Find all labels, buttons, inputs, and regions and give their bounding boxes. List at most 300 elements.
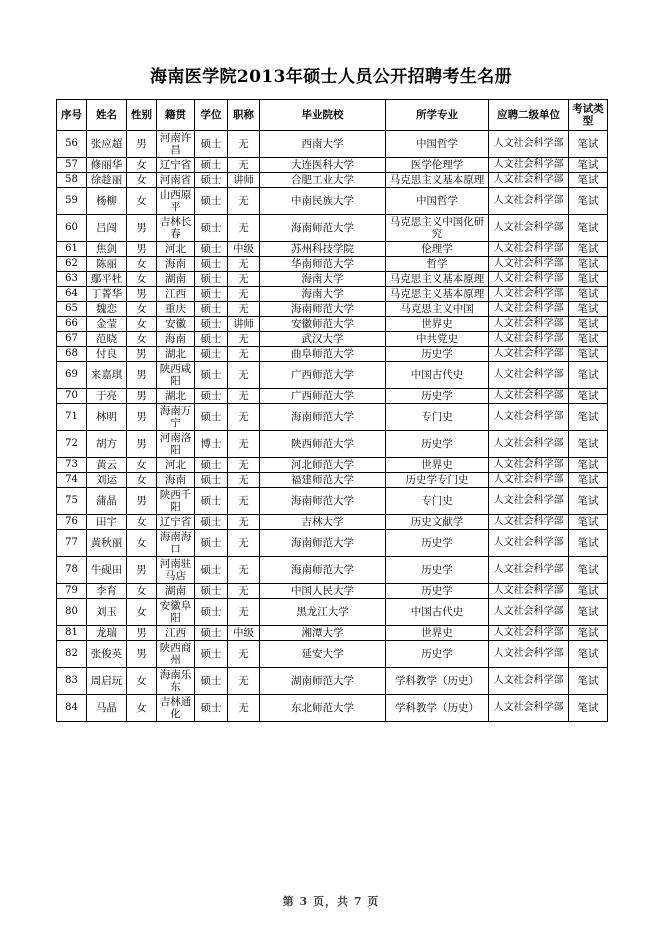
cell-home: 湖北 [157,347,195,362]
cell-name: 黄云 [87,458,127,473]
cell-degree: 硕士 [195,257,228,272]
cell-exam: 笔试 [569,431,608,458]
cell-unit: 人文社会科学部 [489,404,569,431]
cell-school: 湘潭大学 [260,626,386,641]
cell-school: 海南师范大学 [260,557,386,584]
cell-sex: 男 [127,488,157,515]
cell-title: 无 [228,584,260,599]
cell-major: 历史学 [386,557,489,584]
cell-school: 海南大学 [260,272,386,287]
cell-home: 海南 [157,257,195,272]
cell-degree: 硕士 [195,347,228,362]
cell-seq: 70 [57,389,87,404]
cell-seq: 65 [57,302,87,317]
table-row [57,695,608,722]
cell-name: 焦剑 [87,242,127,257]
cell-sex: 男 [127,242,157,257]
cell-sex: 男 [127,641,157,668]
cell-home: 河北 [157,458,195,473]
column-header-title: 职称 [228,100,260,131]
cell-degree: 硕士 [195,584,228,599]
cell-title: 无 [228,488,260,515]
cell-name: 张应超 [87,131,127,158]
cell-exam: 笔试 [569,404,608,431]
cell-degree: 硕士 [195,641,228,668]
cell-seq: 83 [57,668,87,695]
cell-exam: 笔试 [569,599,608,626]
cell-exam: 笔试 [569,530,608,557]
cell-home: 湖北 [157,389,195,404]
cell-exam: 笔试 [569,302,608,317]
cell-home: 辽宁省 [157,158,195,173]
cell-major: 马克思主义中国化研究 [386,215,489,242]
cell-title: 无 [228,272,260,287]
cell-unit: 人文社会科学部 [489,332,569,347]
cell-sex: 男 [127,362,157,389]
cell-degree: 硕士 [195,473,228,488]
cell-school: 海南师范大学 [260,302,386,317]
cell-seq: 82 [57,641,87,668]
cell-degree: 硕士 [195,287,228,302]
cell-unit: 人文社会科学部 [489,317,569,332]
table-row [57,215,608,242]
cell-title: 中级 [228,626,260,641]
cell-major: 学科教学（历史） [386,668,489,695]
cell-home: 河南省 [157,173,195,188]
cell-sex: 女 [127,599,157,626]
cell-home: 吉林通化 [157,695,195,722]
table-row [57,488,608,515]
cell-seq: 58 [57,173,87,188]
cell-degree: 硕士 [195,302,228,317]
cell-school: 海南师范大学 [260,530,386,557]
cell-major: 马克思主义基本原理 [386,173,489,188]
cell-exam: 笔试 [569,347,608,362]
cell-sex: 男 [127,347,157,362]
cell-sex: 男 [127,431,157,458]
cell-home: 海南 [157,332,195,347]
table-row [57,584,608,599]
cell-degree: 硕士 [195,488,228,515]
cell-title: 无 [228,695,260,722]
cell-major: 中国古代史 [386,362,489,389]
cell-name: 徐趁丽 [87,173,127,188]
cell-sex: 女 [127,272,157,287]
cell-name: 修丽华 [87,158,127,173]
cell-major: 中国哲学 [386,131,489,158]
cell-seq: 64 [57,287,87,302]
cell-seq: 59 [57,188,87,215]
cell-sex: 男 [127,131,157,158]
cell-sex: 男 [127,626,157,641]
cell-school: 海南师范大学 [260,404,386,431]
cell-school: 福建师范大学 [260,473,386,488]
cell-title: 无 [228,515,260,530]
cell-seq: 62 [57,257,87,272]
cell-unit: 人文社会科学部 [489,641,569,668]
cell-major: 历史学专门史 [386,473,489,488]
cell-degree: 硕士 [195,599,228,626]
cell-exam: 笔试 [569,458,608,473]
page-title: 海南医学院2013年硕士人员公开招聘考生名册 [149,67,513,87]
cell-title: 无 [228,458,260,473]
cell-unit: 人文社会科学部 [489,473,569,488]
cell-seq: 77 [57,530,87,557]
cell-school: 中国人民大学 [260,584,386,599]
table-row [57,302,608,317]
cell-major: 历史文献学 [386,515,489,530]
cell-name: 金莹 [87,317,127,332]
column-header-name: 姓名 [87,100,127,131]
cell-degree: 硕士 [195,173,228,188]
cell-exam: 笔试 [569,362,608,389]
table-row [57,362,608,389]
cell-title: 无 [228,431,260,458]
cell-major: 中国古代史 [386,599,489,626]
cell-sex: 女 [127,530,157,557]
cell-sex: 女 [127,695,157,722]
cell-name: 刘运 [87,473,127,488]
cell-title: 无 [228,389,260,404]
table-row [57,173,608,188]
cell-school: 曲阜师范大学 [260,347,386,362]
cell-name: 黄秋丽 [87,530,127,557]
cell-sex: 女 [127,473,157,488]
cell-name: 魏恋 [87,302,127,317]
cell-name: 胡方 [87,431,127,458]
cell-name: 陈丽 [87,257,127,272]
cell-home: 辽宁省 [157,515,195,530]
cell-degree: 硕士 [195,131,228,158]
table-body [57,131,608,722]
cell-title: 无 [228,188,260,215]
cell-exam: 笔试 [569,188,608,215]
cell-seq: 56 [57,131,87,158]
cell-degree: 硕士 [195,404,228,431]
table-row [57,317,608,332]
column-header-sex: 性别 [127,100,157,131]
cell-degree: 硕士 [195,389,228,404]
cell-major: 世界史 [386,317,489,332]
cell-seq: 71 [57,404,87,431]
cell-seq: 68 [57,347,87,362]
cell-exam: 笔试 [569,584,608,599]
cell-name: 于亮 [87,389,127,404]
cell-school: 合肥工业大学 [260,173,386,188]
cell-school: 安徽师范大学 [260,317,386,332]
cell-name: 张俊英 [87,641,127,668]
cell-home: 湖南 [157,272,195,287]
cell-title: 无 [228,332,260,347]
cell-exam: 笔试 [569,488,608,515]
cell-degree: 硕士 [195,515,228,530]
cell-school: 湖南师范大学 [260,668,386,695]
cell-title: 无 [228,347,260,362]
cell-degree: 硕士 [195,215,228,242]
cell-seq: 76 [57,515,87,530]
cell-degree: 硕士 [195,557,228,584]
cell-unit: 人文社会科学部 [489,488,569,515]
cell-title: 无 [228,557,260,584]
cell-major: 学科教学（历史） [386,695,489,722]
cell-seq: 84 [57,695,87,722]
cell-home: 河南洛阳 [157,431,195,458]
table-row [57,131,608,158]
cell-title: 无 [228,302,260,317]
cell-seq: 75 [57,488,87,515]
cell-unit: 人文社会科学部 [489,584,569,599]
cell-title: 讲师 [228,317,260,332]
cell-major: 历史学 [386,584,489,599]
cell-title: 讲师 [228,173,260,188]
table-row [57,389,608,404]
cell-name: 马晶 [87,695,127,722]
cell-school: 华南师范大学 [260,257,386,272]
cell-name: 牛砚田 [87,557,127,584]
cell-exam: 笔试 [569,257,608,272]
cell-unit: 人文社会科学部 [489,173,569,188]
cell-seq: 69 [57,362,87,389]
cell-seq: 80 [57,599,87,626]
cell-degree: 硕士 [195,188,228,215]
cell-home: 河南驻马店 [157,557,195,584]
cell-home: 安徽 [157,317,195,332]
cell-unit: 人文社会科学部 [489,131,569,158]
cell-seq: 63 [57,272,87,287]
cell-school: 武汉大学 [260,332,386,347]
cell-title: 无 [228,641,260,668]
table-row [57,668,608,695]
cell-home: 江西 [157,626,195,641]
cell-school: 陕西师范大学 [260,431,386,458]
table-row [57,557,608,584]
cell-school: 延安大学 [260,641,386,668]
cell-unit: 人文社会科学部 [489,362,569,389]
cell-degree: 硕士 [195,626,228,641]
cell-sex: 男 [127,404,157,431]
cell-home: 海南 [157,473,195,488]
cell-name: 林明 [87,404,127,431]
table-row [57,404,608,431]
cell-exam: 笔试 [569,695,608,722]
cell-unit: 人文社会科学部 [489,158,569,173]
cell-seq: 60 [57,215,87,242]
cell-exam: 笔试 [569,332,608,347]
table-row [57,242,608,257]
cell-seq: 57 [57,158,87,173]
cell-name: 鄢平牡 [87,272,127,287]
table-row [57,347,608,362]
cell-home: 陕西千阳 [157,488,195,515]
cell-home: 海南万宁 [157,404,195,431]
cell-title: 无 [228,215,260,242]
cell-name: 龙瑞 [87,626,127,641]
cell-home: 吉林长春 [157,215,195,242]
cell-degree: 硕士 [195,272,228,287]
cell-home: 湖南 [157,584,195,599]
cell-seq: 81 [57,626,87,641]
cell-degree: 硕士 [195,332,228,347]
cell-seq: 74 [57,473,87,488]
cell-sex: 男 [127,287,157,302]
cell-degree: 硕士 [195,158,228,173]
cell-school: 中南民族大学 [260,188,386,215]
cell-school: 东北师范大学 [260,695,386,722]
cell-degree: 硕士 [195,695,228,722]
cell-title: 无 [228,158,260,173]
cell-sex: 男 [127,557,157,584]
cell-title: 无 [228,362,260,389]
table-header-row [57,100,608,131]
table-row [57,287,608,302]
cell-sex: 女 [127,515,157,530]
cell-seq: 72 [57,431,87,458]
cell-major: 历史学 [386,641,489,668]
cell-name: 付良 [87,347,127,362]
cell-major: 历史学 [386,347,489,362]
cell-unit: 人文社会科学部 [489,347,569,362]
cell-seq: 66 [57,317,87,332]
cell-school: 大连医科大学 [260,158,386,173]
cell-exam: 笔试 [569,641,608,668]
cell-school: 广西师范大学 [260,389,386,404]
cell-title: 无 [228,257,260,272]
column-header-home: 籍贯 [157,100,195,131]
cell-sex: 女 [127,458,157,473]
cell-school: 海南师范大学 [260,215,386,242]
table-row [57,458,608,473]
cell-major: 哲学 [386,257,489,272]
cell-degree: 硕士 [195,668,228,695]
cell-name: 杨柳 [87,188,127,215]
cell-school: 海南师范大学 [260,488,386,515]
cell-sex: 女 [127,302,157,317]
cell-unit: 人文社会科学部 [489,668,569,695]
cell-sex: 女 [127,668,157,695]
cell-home: 海南乐东 [157,668,195,695]
cell-school: 吉林大学 [260,515,386,530]
cell-exam: 笔试 [569,272,608,287]
cell-seq: 61 [57,242,87,257]
column-header-degree: 学位 [195,100,228,131]
cell-major: 历史学 [386,530,489,557]
cell-unit: 人文社会科学部 [489,389,569,404]
table-row [57,641,608,668]
cell-degree: 硕士 [195,458,228,473]
cell-exam: 笔试 [569,557,608,584]
cell-unit: 人文社会科学部 [489,431,569,458]
cell-exam: 笔试 [569,242,608,257]
cell-major: 专门史 [386,488,489,515]
cell-major: 医学伦理学 [386,158,489,173]
cell-exam: 笔试 [569,668,608,695]
table-row [57,332,608,347]
column-header-unit: 应聘二级单位 [489,100,569,131]
cell-major: 历史学 [386,431,489,458]
cell-major: 历史学 [386,389,489,404]
cell-seq: 79 [57,584,87,599]
cell-exam: 笔试 [569,158,608,173]
cell-home: 江西 [157,287,195,302]
cell-exam: 笔试 [569,131,608,158]
cell-unit: 人文社会科学部 [489,287,569,302]
cell-school: 海南大学 [260,287,386,302]
cell-title: 无 [228,599,260,626]
cell-degree: 硕士 [195,242,228,257]
cell-home: 河北 [157,242,195,257]
cell-unit: 人文社会科学部 [489,302,569,317]
cell-major: 马克思主义基本原理 [386,272,489,287]
cell-sex: 女 [127,584,157,599]
cell-unit: 人文社会科学部 [489,215,569,242]
column-header-exam: 考试类型 [569,100,608,131]
cell-major: 专门史 [386,404,489,431]
cell-name: 范晓 [87,332,127,347]
cell-school: 广西师范大学 [260,362,386,389]
cell-title: 无 [228,131,260,158]
cell-major: 马克思主义基本原理 [386,287,489,302]
cell-exam: 笔试 [569,389,608,404]
cell-home: 陕西商州 [157,641,195,668]
cell-home: 陕西咸阳 [157,362,195,389]
table-row [57,473,608,488]
cell-name: 吕闯 [87,215,127,242]
table-row [57,530,608,557]
cell-name: 蒲晶 [87,488,127,515]
column-header-major: 所学专业 [386,100,489,131]
cell-degree: 博士 [195,431,228,458]
cell-unit: 人文社会科学部 [489,557,569,584]
cell-name: 周启玩 [87,668,127,695]
cell-unit: 人文社会科学部 [489,599,569,626]
table-row [57,257,608,272]
cell-exam: 笔试 [569,473,608,488]
cell-name: 田宇 [87,515,127,530]
cell-school: 黑龙江大学 [260,599,386,626]
cell-seq: 73 [57,458,87,473]
cell-major: 世界史 [386,626,489,641]
cell-unit: 人文社会科学部 [489,515,569,530]
cell-school: 河北师范大学 [260,458,386,473]
cell-sex: 女 [127,173,157,188]
cell-unit: 人文社会科学部 [489,695,569,722]
cell-home: 山西原平 [157,188,195,215]
table-row [57,626,608,641]
table-row [57,188,608,215]
cell-name: 李育 [87,584,127,599]
table-row [57,431,608,458]
cell-major: 世界史 [386,458,489,473]
cell-name: 来嘉琪 [87,362,127,389]
column-header-school: 毕业院校 [260,100,386,131]
cell-major: 中国哲学 [386,188,489,215]
cell-exam: 笔试 [569,626,608,641]
cell-exam: 笔试 [569,287,608,302]
cell-home: 河南许昌 [157,131,195,158]
cell-home: 重庆 [157,302,195,317]
cell-unit: 人文社会科学部 [489,458,569,473]
cell-sex: 女 [127,188,157,215]
cell-title: 无 [228,473,260,488]
column-header-seq: 序号 [57,100,87,131]
cell-sex: 女 [127,257,157,272]
cell-sex: 女 [127,158,157,173]
cell-home: 安徽阜阳 [157,599,195,626]
cell-major: 中共党史 [386,332,489,347]
table-row [57,515,608,530]
cell-unit: 人文社会科学部 [489,530,569,557]
cell-degree: 硕士 [195,362,228,389]
